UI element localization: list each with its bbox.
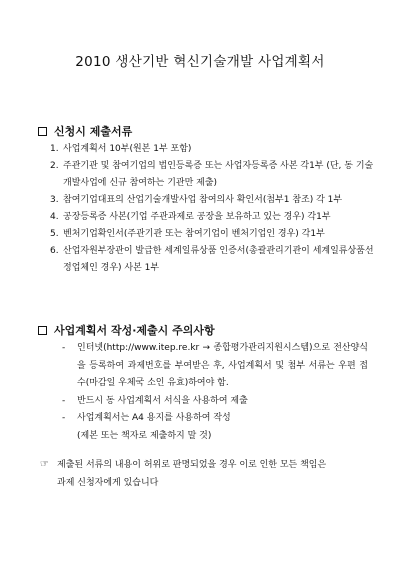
notice-text — [57, 456, 370, 492]
notice-line: 제출된 서류의 내용이 허위로 판명되었을 경우 이로 인한 모든 책임은 — [57, 460, 327, 470]
list-item — [62, 340, 368, 393]
list-item-text: 사업계획서 10부(원본 1부 포함) — [63, 144, 192, 154]
list-item — [50, 209, 380, 226]
section-heading-label: 신청시 제출서류 — [54, 125, 133, 138]
list-item — [50, 141, 380, 158]
required-documents-list — [50, 141, 380, 277]
list-item-dash: - — [62, 413, 66, 423]
list-item-text: 공장등록증 사본(기업 주관과제로 공장을 보유하고 있는 경우) 각1부 — [63, 212, 331, 222]
list-item — [50, 226, 380, 243]
list-item-text: 사업계획서는 A4 용지를 사용하여 작성 — [77, 413, 231, 423]
pointing-hand-icon: ☞ — [40, 459, 49, 470]
page-title: 2010 생산기반 혁신기술개발 사업계획서 — [75, 54, 325, 70]
checkbox-square-icon — [38, 127, 47, 136]
list-item-number: 5. — [50, 229, 59, 239]
list-item — [62, 428, 368, 446]
list-item-text: 벤처기업확인서(주관기관 또는 참여기업이 벤처기업인 경우) 각1부 — [63, 229, 325, 239]
list-item-number: 3. — [50, 195, 59, 205]
section-heading-precautions — [38, 322, 215, 338]
list-item-number: 6. — [50, 246, 59, 256]
checkbox-square-icon — [38, 326, 47, 335]
section-heading-label: 사업계획서 작성·제출시 주의사항 — [54, 324, 215, 337]
list-item — [50, 243, 380, 277]
list-item-dash: - — [62, 395, 66, 406]
list-item-text: 산업자원부장관이 발급한 세계일류상품 인증서(총괄관리기관이 세계일류상품선정업체인 경우) 사본 1부 — [63, 246, 374, 273]
precautions-list — [62, 340, 368, 445]
list-item-text: (제본 또는 책자로 제출하지 말 것) — [77, 430, 212, 441]
list-item-dash — [62, 428, 77, 446]
list-item-number: 2. — [50, 161, 59, 171]
list-item-text: 인터넷(http://www.itep.re.kr → 종합평가관리지원시스템)으로 전산양식을 등록하여 과제번호를 부여받은 후, 사업계획서 및 첨부 서류는 우편 접수(마감일 우체국 소인 유효)하여야 함. — [77, 343, 368, 388]
list-item-text: 반드시 동 사업계획서 서식을 사용하여 제출 — [77, 395, 248, 406]
list-item-text: 참여기업대표의 산업기술개발사업 참여의사 확인서(첨부1 참조) 각 1부 — [63, 195, 343, 205]
section-heading-required-documents — [38, 123, 132, 139]
list-item-number: 1. — [50, 144, 59, 154]
list-item-text: 주관기관 및 참여기업의 법인등록증 또는 사업자등록증 사본 각1부 (단, 동 기술개발사업에 신규 참여하는 기관만 제출) — [63, 161, 374, 188]
list-item-number: 4. — [50, 212, 59, 222]
list-item — [62, 410, 368, 428]
notice — [40, 456, 370, 492]
notice-line: 과제 신청자에게 있습니다 — [57, 478, 159, 488]
list-item — [50, 158, 380, 192]
list-item-dash: - — [62, 343, 66, 353]
list-item — [50, 192, 380, 209]
list-item — [62, 393, 368, 411]
